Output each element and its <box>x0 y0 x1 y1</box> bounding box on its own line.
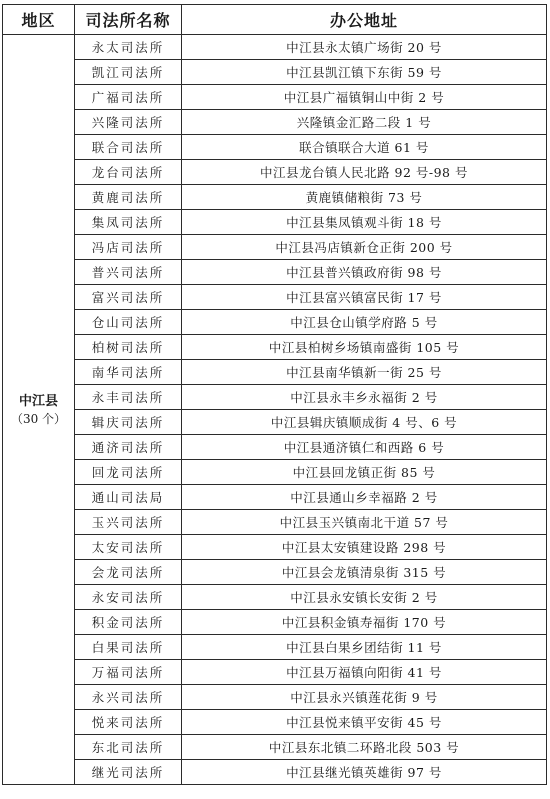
table-row <box>3 335 547 360</box>
office-address: 中江县万福镇向阳街 41 号 <box>182 660 547 685</box>
office-address: 联合镇联合大道 61 号 <box>182 135 547 160</box>
table-row <box>3 635 547 660</box>
table-row <box>3 685 547 710</box>
office-name: 太安司法所 <box>75 535 182 560</box>
office-name: 凯江司法所 <box>75 60 182 85</box>
table-row <box>3 310 547 335</box>
region-cell <box>3 35 75 785</box>
office-address: 中江县柏树乡场镇南盛街 105 号 <box>182 335 547 360</box>
office-name: 玉兴司法所 <box>75 510 182 535</box>
office-name: 永丰司法所 <box>75 385 182 410</box>
office-address: 中江县太安镇建设路 298 号 <box>182 535 547 560</box>
office-address: 中江县玉兴镇南北干道 57 号 <box>182 510 547 535</box>
table-row <box>3 235 547 260</box>
office-name: 白果司法所 <box>75 635 182 660</box>
office-address: 中江县白果乡团结街 11 号 <box>182 635 547 660</box>
table-row <box>3 585 547 610</box>
office-name: 万福司法所 <box>75 660 182 685</box>
header-office-name: 司法所名称 <box>75 5 182 35</box>
table-row <box>3 260 547 285</box>
office-name: 广福司法所 <box>75 85 182 110</box>
office-name: 永安司法所 <box>75 585 182 610</box>
table-row <box>3 485 547 510</box>
office-address: 中江县积金镇寿福街 170 号 <box>182 610 547 635</box>
office-name: 集凤司法所 <box>75 210 182 235</box>
office-address: 中江县永丰乡永福街 2 号 <box>182 385 547 410</box>
table-row <box>3 285 547 310</box>
table-row <box>3 660 547 685</box>
table-header <box>3 5 547 35</box>
office-name: 通山司法局 <box>75 485 182 510</box>
table-row <box>3 510 547 535</box>
office-name: 积金司法所 <box>75 610 182 635</box>
office-address: 中江县凯江镇下东街 59 号 <box>182 60 547 85</box>
table-row <box>3 760 547 785</box>
office-name: 普兴司法所 <box>75 260 182 285</box>
table-row <box>3 210 547 235</box>
office-address: 中江县通济镇仁和西路 6 号 <box>182 435 547 460</box>
office-name: 联合司法所 <box>75 135 182 160</box>
office-address: 中江县回龙镇正街 85 号 <box>182 460 547 485</box>
table-row <box>3 60 547 85</box>
table-row <box>3 535 547 560</box>
table-row <box>3 360 547 385</box>
table-row <box>3 160 547 185</box>
table-row <box>3 710 547 735</box>
table-row <box>3 735 547 760</box>
office-name: 回龙司法所 <box>75 460 182 485</box>
region-name: 中江县 <box>18 393 58 409</box>
region-count: （30 个） <box>10 411 67 426</box>
office-name: 柏树司法所 <box>75 335 182 360</box>
office-address: 中江县继光镇英雄街 97 号 <box>182 760 547 785</box>
office-address: 黄鹿镇储粮街 73 号 <box>182 185 547 210</box>
office-name: 富兴司法所 <box>75 285 182 310</box>
office-name: 继光司法所 <box>75 760 182 785</box>
office-name: 冯店司法所 <box>75 235 182 260</box>
office-name: 南华司法所 <box>75 360 182 385</box>
table-row <box>3 460 547 485</box>
office-address: 中江县永兴镇莲花街 9 号 <box>182 685 547 710</box>
office-address: 兴隆镇金汇路二段 1 号 <box>182 110 547 135</box>
office-address: 中江县悦来镇平安街 45 号 <box>182 710 547 735</box>
table-row <box>3 135 547 160</box>
table-body <box>3 35 547 785</box>
table-row <box>3 35 547 60</box>
table-row <box>3 110 547 135</box>
office-name: 悦来司法所 <box>75 710 182 735</box>
table-row <box>3 560 547 585</box>
office-address: 中江县集凤镇观斗街 18 号 <box>182 210 547 235</box>
office-address: 中江县永太镇广场街 20 号 <box>182 35 547 60</box>
table-row <box>3 385 547 410</box>
office-address: 中江县冯店镇新仓正街 200 号 <box>182 235 547 260</box>
office-address: 中江县东北镇二环路北段 503 号 <box>182 735 547 760</box>
table-row <box>3 435 547 460</box>
office-address: 中江县通山乡幸福路 2 号 <box>182 485 547 510</box>
office-address: 中江县南华镇新一街 25 号 <box>182 360 547 385</box>
table-row <box>3 85 547 110</box>
document-page <box>2 4 547 785</box>
office-name: 东北司法所 <box>75 735 182 760</box>
office-address: 中江县永安镇长安街 2 号 <box>182 585 547 610</box>
office-name: 永太司法所 <box>75 35 182 60</box>
judicial-office-table <box>2 4 547 785</box>
header-region: 地区 <box>3 5 75 35</box>
header-row <box>3 5 547 35</box>
office-address: 中江县广福镇铜山中街 2 号 <box>182 85 547 110</box>
office-name: 会龙司法所 <box>75 560 182 585</box>
office-address: 中江县富兴镇富民街 17 号 <box>182 285 547 310</box>
office-name: 龙台司法所 <box>75 160 182 185</box>
office-name: 辑庆司法所 <box>75 410 182 435</box>
header-address: 办公地址 <box>182 5 547 35</box>
office-address: 中江县辑庆镇顺成街 4 号、6 号 <box>182 410 547 435</box>
table-row <box>3 610 547 635</box>
office-address: 中江县普兴镇政府街 98 号 <box>182 260 547 285</box>
office-name: 兴隆司法所 <box>75 110 182 135</box>
office-name: 通济司法所 <box>75 435 182 460</box>
table-row <box>3 410 547 435</box>
table-row <box>3 185 547 210</box>
office-name: 仓山司法所 <box>75 310 182 335</box>
office-address: 中江县会龙镇清泉街 315 号 <box>182 560 547 585</box>
office-address: 中江县仓山镇学府路 5 号 <box>182 310 547 335</box>
office-name: 黄鹿司法所 <box>75 185 182 210</box>
office-name: 永兴司法所 <box>75 685 182 710</box>
office-address: 中江县龙台镇人民北路 92 号-98 号 <box>182 160 547 185</box>
